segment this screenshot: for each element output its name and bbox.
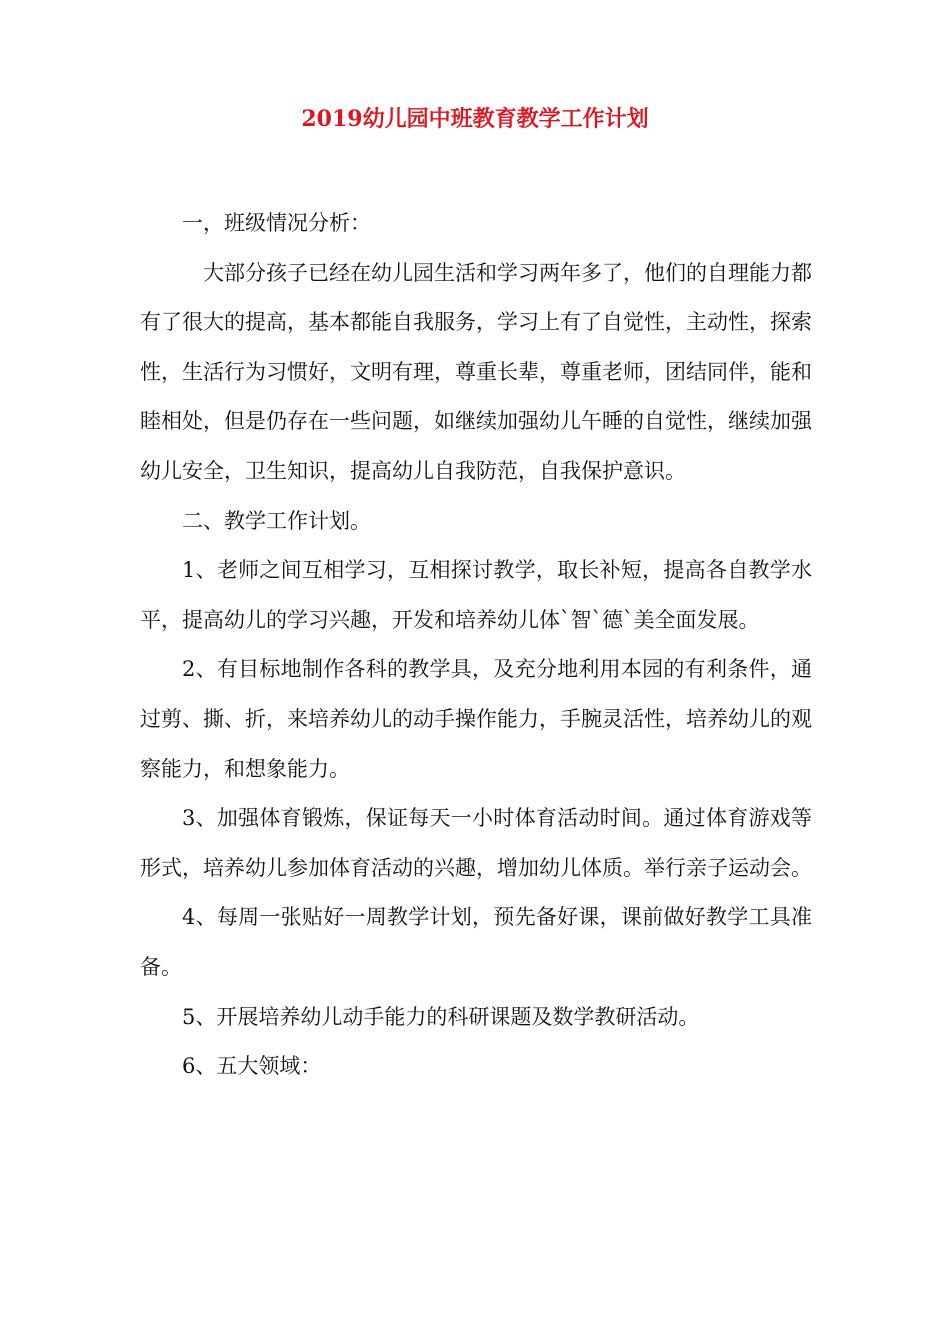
- paragraph-class-analysis: 大部分孩子已经在幼儿园生活和学习两年多了，他们的自理能力都有了很大的提高，基本都能自我服务，学习上有了自觉性，主动性，探索性，生活行为习惯好，文明有理，尊重长辈，尊重老师，团结同伴，能和睦相处，但是仍存在一些问题，如继续加强幼儿午睡的自觉性，继续加强幼儿安全，卫生知识，提高幼儿自我防范，自我保护意识。: [140, 260, 812, 483]
- plan-item-5: 5、开展培养幼儿动手能力的科研课题及数学教研活动。: [182, 1004, 700, 1029]
- plan-item-1: 1、老师之间互相学习，互相探讨教学，取长补短，提高各自教学水平，提高幼儿的学习兴趣，开发和培养幼儿体`智`德`美全面发展。: [140, 558, 812, 632]
- document-title: 2019幼儿园中班教育教学工作计划: [301, 106, 649, 132]
- document-body: [140, 199, 812, 1092]
- section-heading-class-analysis: 一，班级情况分析：: [182, 211, 371, 235]
- plan-item-6: 6、五大领域：: [182, 1054, 322, 1079]
- plan-item-4: 4、每周一张贴好一周教学计划，预先备好课，课前做好教学工具准备。: [140, 905, 812, 979]
- section-heading-teaching-plan: 二、教学工作计划。: [182, 508, 371, 533]
- plan-item-2: 2、有目标地制作各科的教学具，及充分地利用本园的有利条件，通过剪、撕、折，来培养幼儿的动手操作能力，手腕灵活性，培养幼儿的观察能力，和想象能力。: [140, 657, 812, 781]
- plan-item-3: 3、加强体育锻炼，保证每天一小时体育活动时间。通过体育游戏等形式，培养幼儿参加体育活动的兴趣，增加幼儿体质。举行亲子运动会。: [140, 806, 812, 880]
